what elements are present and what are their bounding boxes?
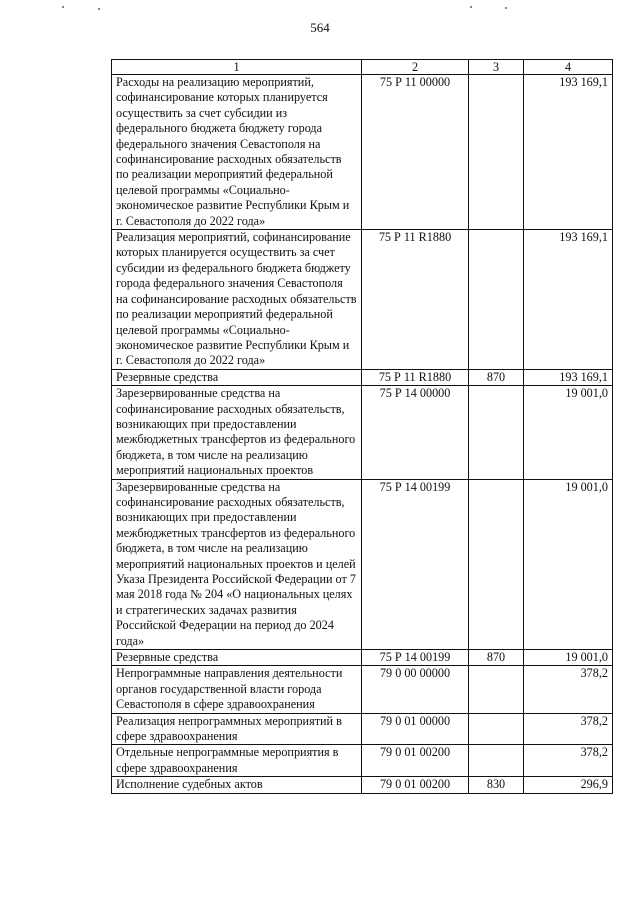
row-code: 79 0 01 00200 [362, 745, 469, 777]
row-code: 75 Р 11 R1880 [362, 369, 469, 385]
row-amount: 19 001,0 [524, 386, 613, 479]
row-amount: 193 169,1 [524, 230, 613, 370]
row-expense-type [469, 230, 524, 370]
row-code: 75 Р 14 00199 [362, 650, 469, 666]
row-name: Реализация мероприятий, софинансирование которых планируется осуществить за счет субсидии из федерального бюджета бюджету города федерального значения Севастополя на софинансирование расходных обязательств по реализации мероприятий федеральной целевой программы «Социально-экономическое развитие Республики Крым и г. Севастополя до 2022 года» [112, 230, 362, 370]
row-expense-type [469, 386, 524, 479]
table-row [112, 777, 613, 793]
row-code: 75 Р 11 00000 [362, 75, 469, 230]
row-amount: 378,2 [524, 745, 613, 777]
table-row [112, 650, 613, 666]
row-code: 75 Р 14 00000 [362, 386, 469, 479]
header-row [112, 60, 613, 75]
row-amount: 378,2 [524, 666, 613, 713]
row-name: Зарезервированные средства на софинансирование расходных обязательств, возникающих при предоставлении межбюджетных трансфертов из федерального бюджета, в том числе на реализацию мероприятий национальных проектов [112, 386, 362, 479]
column-header-4: 4 [524, 60, 613, 75]
row-expense-type [469, 745, 524, 777]
row-expense-type [469, 75, 524, 230]
row-name: Расходы на реализацию мероприятий, софинансирование которых планируется осуществить за счет субсидии из федерального бюджета бюджету города федерального значения Севастополя на софинансирование расходных обязательств по реализации мероприятий федеральной целевой программы «Социально-экономическое развитие Республики Крым и г. Севастополя до 2022 года» [112, 75, 362, 230]
row-name: Отдельные непрограммные мероприятия в сфере здравоохранения [112, 745, 362, 777]
row-code: 79 0 00 00000 [362, 666, 469, 713]
table-row [112, 666, 613, 713]
row-expense-type [469, 479, 524, 649]
column-header-3: 3 [469, 60, 524, 75]
row-name: Резервные средства [112, 650, 362, 666]
column-header-1: 1 [112, 60, 362, 75]
table-row [112, 230, 613, 370]
row-amount: 19 001,0 [524, 650, 613, 666]
table-row [112, 386, 613, 479]
row-expense-type [469, 666, 524, 713]
row-name: Реализация непрограммных мероприятий в сфере здравоохранения [112, 713, 362, 745]
row-expense-type: 870 [469, 650, 524, 666]
column-header-2: 2 [362, 60, 469, 75]
row-name: Зарезервированные средства на софинансирование расходных обязательств, возникающих при предоставлении межбюджетных трансфертов из федерального бюджета, в том числе на реализацию мероприятий национальных проектов и целей Указа Президента Российской Федерации от 7 мая 2018 года № 204 «О национальных целях и стратегических задачах развития Российской Федерации на период до 2024 года» [112, 479, 362, 649]
row-amount: 378,2 [524, 713, 613, 745]
row-name: Резервные средства [112, 369, 362, 385]
table-row [112, 75, 613, 230]
row-code: 79 0 01 00200 [362, 777, 469, 793]
row-code: 75 Р 14 00199 [362, 479, 469, 649]
table-row [112, 745, 613, 777]
row-amount: 19 001,0 [524, 479, 613, 649]
row-name: Исполнение судебных актов [112, 777, 362, 793]
table-row [112, 713, 613, 745]
row-code: 75 Р 11 R1880 [362, 230, 469, 370]
row-name: Непрограммные направления деятельности органов государственной власти города Севастополя в сфере здравоохранения [112, 666, 362, 713]
row-amount: 193 169,1 [524, 75, 613, 230]
table-row [112, 369, 613, 385]
row-amount: 296,9 [524, 777, 613, 793]
budget-table [111, 59, 613, 794]
row-expense-type: 830 [469, 777, 524, 793]
row-expense-type: 870 [469, 369, 524, 385]
table-row [112, 479, 613, 649]
row-code: 79 0 01 00000 [362, 713, 469, 745]
row-expense-type [469, 713, 524, 745]
page-number: 564 [310, 20, 330, 35]
row-amount: 193 169,1 [524, 369, 613, 385]
